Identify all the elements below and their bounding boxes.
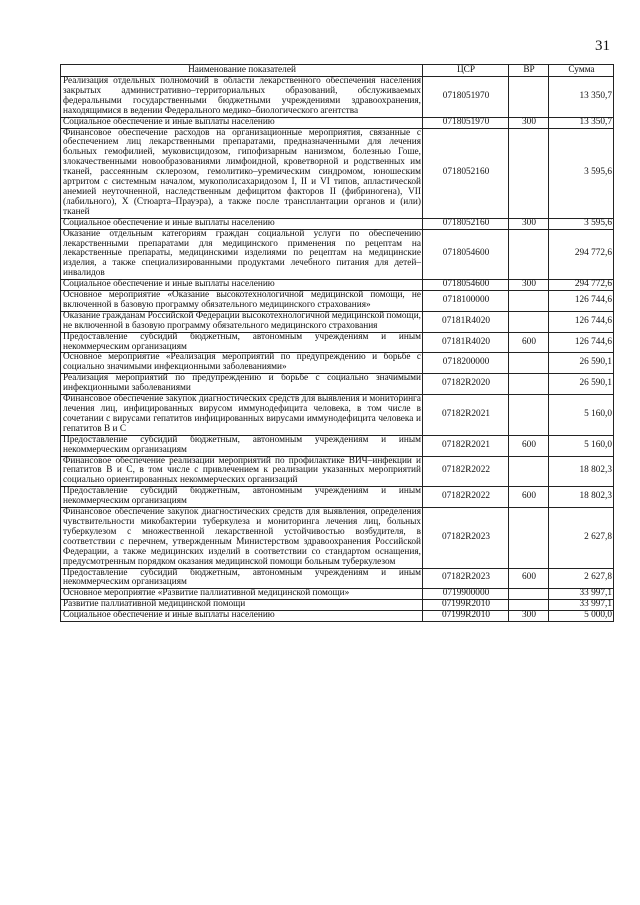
cell-vr xyxy=(509,311,549,332)
cell-name: Основное мероприятие «Оказание высокотехнологичной медицинской помощи, не включенной в базовую программу обязательного медицинского страхования» xyxy=(61,291,423,312)
table-row xyxy=(61,456,614,487)
cell-vr xyxy=(509,508,549,568)
header-name: Наименование показателей xyxy=(61,65,423,77)
table-row xyxy=(61,218,614,229)
table-row xyxy=(61,568,614,589)
cell-name: Финансовое обеспечение закупок диагностических средств для выявления и мониторинга лечения лиц, инфицированных вирусом иммунодефицита человека, в том числе в сочетании с вирусами гепатитов инфицированных вирусами иммунодефицита человека и гепатитов В и С xyxy=(61,395,423,436)
cell-vr: 600 xyxy=(509,487,549,508)
cell-name: Реализация отдельных полномочий в области лекарственного обеспечения населения закрытых административно–территориальных образований, обслуживаемых федеральными государственными бюджетными учреждениями здравоохранения, находящимися в ведении Федерального медико–биологического агентства xyxy=(61,77,423,118)
table-row xyxy=(61,611,614,622)
cell-csr: 07182R2021 xyxy=(423,395,509,436)
table-row xyxy=(61,128,614,218)
cell-vr xyxy=(509,395,549,436)
table-row xyxy=(61,508,614,568)
cell-vr xyxy=(509,456,549,487)
cell-sum: 2 627,8 xyxy=(549,568,614,589)
table-row xyxy=(61,487,614,508)
header-vr: ВР xyxy=(509,65,549,77)
cell-name: Социальное обеспечение и иные выплаты населению xyxy=(61,280,423,291)
cell-sum: 26 590,1 xyxy=(549,374,614,395)
table-row xyxy=(61,332,614,353)
cell-csr: 0718100000 xyxy=(423,291,509,312)
table-header-row xyxy=(61,65,614,77)
cell-sum: 13 350,7 xyxy=(549,77,614,118)
cell-name: Финансовое обеспечение реализации мероприятий по профилактике ВИЧ–инфекции и гепатитов В и С, в том числе с привлечением к реализации указанных мероприятий социально ориентированных некоммерческих организаций xyxy=(61,456,423,487)
cell-sum: 13 350,7 xyxy=(549,117,614,128)
cell-sum: 26 590,1 xyxy=(549,353,614,374)
table-row xyxy=(61,117,614,128)
cell-name: Финансовое обеспечение расходов на организационные мероприятия, связанные с обеспечением лиц лекарственными препаратами, предназначенными для лечения больных гемофилией, муковисцидозом, гипофизарным нанизмом, болезнью Гоше, злокачественными новообразованиями лимфоидной, кроветворной и родственных им тканей, рассеянным склерозом, гемолитико–уремическим синдромом, юношеским артритом с системным началом, мукополисахаридозом I, II и VI типов, апластической анемией неуточненной, наследственным дефицитом факторов II (фибриногена), VII (лабильного), X (Стюарта–Прауэра), а также после трансплантации органов и (или) тканей xyxy=(61,128,423,218)
cell-sum: 33 997,1 xyxy=(549,600,614,611)
cell-csr: 0718051970 xyxy=(423,77,509,118)
cell-sum: 3 595,6 xyxy=(549,128,614,218)
cell-name: Предоставление субсидий бюджетным, автономным учреждениям и иным некоммерческим организациям xyxy=(61,487,423,508)
cell-name: Социальное обеспечение и иные выплаты населению xyxy=(61,218,423,229)
cell-vr: 600 xyxy=(509,435,549,456)
cell-csr: 0718054600 xyxy=(423,229,509,280)
cell-sum: 18 802,3 xyxy=(549,487,614,508)
cell-vr: 300 xyxy=(509,117,549,128)
cell-csr: 07182R2021 xyxy=(423,435,509,456)
cell-vr xyxy=(509,353,549,374)
cell-sum: 126 744,6 xyxy=(549,291,614,312)
cell-csr: 07182R2020 xyxy=(423,374,509,395)
cell-csr: 07181R4020 xyxy=(423,311,509,332)
cell-vr: 600 xyxy=(509,568,549,589)
table-row xyxy=(61,353,614,374)
cell-name: Социальное обеспечение и иные выплаты населению xyxy=(61,117,423,128)
cell-vr xyxy=(509,77,549,118)
cell-sum: 5 160,0 xyxy=(549,395,614,436)
cell-sum: 126 744,6 xyxy=(549,311,614,332)
cell-vr: 300 xyxy=(509,280,549,291)
cell-name: Основное мероприятие «Развитие паллиативной медицинской помощи» xyxy=(61,589,423,600)
table-row xyxy=(61,435,614,456)
cell-name: Реализация мероприятий по предупреждению и борьбе с социально значимыми инфекционными заболеваниями xyxy=(61,374,423,395)
cell-sum: 5 000,0 xyxy=(549,611,614,622)
cell-csr: 0718200000 xyxy=(423,353,509,374)
cell-csr: 07199R2010 xyxy=(423,600,509,611)
cell-vr xyxy=(509,600,549,611)
header-sum: Сумма xyxy=(549,65,614,77)
cell-csr: 07182R2022 xyxy=(423,456,509,487)
cell-csr: 0718052160 xyxy=(423,128,509,218)
cell-vr: 600 xyxy=(509,332,549,353)
page-number: 31 xyxy=(595,38,610,54)
cell-csr: 07181R4020 xyxy=(423,332,509,353)
cell-csr: 0718054600 xyxy=(423,280,509,291)
cell-vr: 300 xyxy=(509,611,549,622)
cell-csr: 07182R2023 xyxy=(423,568,509,589)
cell-vr xyxy=(509,374,549,395)
header-csr: ЦСР xyxy=(423,65,509,77)
cell-csr: 0718052160 xyxy=(423,218,509,229)
cell-sum: 5 160,0 xyxy=(549,435,614,456)
cell-name: Развитие паллиативной медицинской помощи xyxy=(61,600,423,611)
table-row xyxy=(61,229,614,280)
cell-sum: 3 595,6 xyxy=(549,218,614,229)
cell-sum: 18 802,3 xyxy=(549,456,614,487)
cell-name: Оказание отдельным категориям граждан социальной услуги по обеспечению лекарственными препаратами для медицинского применения по рецептам на лекарственные препараты, медицинскими изделиями по рецептам на медицинские изделия, а также специализированными продуктами лечебного питания для детей–инвалидов xyxy=(61,229,423,280)
table-row xyxy=(61,311,614,332)
budget-table xyxy=(60,64,614,622)
cell-vr xyxy=(509,291,549,312)
cell-sum: 294 772,6 xyxy=(549,280,614,291)
cell-sum: 126 744,6 xyxy=(549,332,614,353)
cell-name: Предоставление субсидий бюджетным, автономным учреждениям и иным некоммерческим организациям xyxy=(61,435,423,456)
cell-vr xyxy=(509,128,549,218)
table-row xyxy=(61,291,614,312)
cell-vr xyxy=(509,229,549,280)
table-row xyxy=(61,77,614,118)
cell-vr: 300 xyxy=(509,218,549,229)
cell-name: Предоставление субсидий бюджетным, автономным учреждениям и иным некоммерческим организациям xyxy=(61,568,423,589)
cell-csr: 07199R2010 xyxy=(423,611,509,622)
table-row xyxy=(61,600,614,611)
cell-csr: 0719900000 xyxy=(423,589,509,600)
table-row xyxy=(61,374,614,395)
cell-sum: 2 627,8 xyxy=(549,508,614,568)
cell-sum: 294 772,6 xyxy=(549,229,614,280)
cell-csr: 0718051970 xyxy=(423,117,509,128)
cell-csr: 07182R2023 xyxy=(423,508,509,568)
cell-name: Социальное обеспечение и иные выплаты населению xyxy=(61,611,423,622)
cell-sum: 33 997,1 xyxy=(549,589,614,600)
table-row xyxy=(61,395,614,436)
cell-name: Основное мероприятие «Реализация мероприятий по предупреждению и борьбе с социально значимыми инфекционными заболеваниями» xyxy=(61,353,423,374)
table-row xyxy=(61,280,614,291)
cell-name: Оказание гражданам Российской Федерации высокотехнологичной медицинской помощи, не включенной в базовую программу обязательного медицинского страхования xyxy=(61,311,423,332)
cell-vr xyxy=(509,589,549,600)
cell-name: Финансовое обеспечение закупок диагностических средств для выявления, определения чувствительности микобактерии туберкулеза и мониторинга лечения лиц, больных туберкулезом с множественной лекарственной устойчивостью возбудителя, в соответствии с перечнем, утвержденным Министерством здравоохранения Российской Федерации, а также медицинских изделий в соответствии со стандартом оснащения, предусмотренным порядком оказания медицинской помощи больным туберкулезом xyxy=(61,508,423,568)
cell-csr: 07182R2022 xyxy=(423,487,509,508)
cell-name: Предоставление субсидий бюджетным, автономным учреждениям и иным некоммерческим организациям xyxy=(61,332,423,353)
